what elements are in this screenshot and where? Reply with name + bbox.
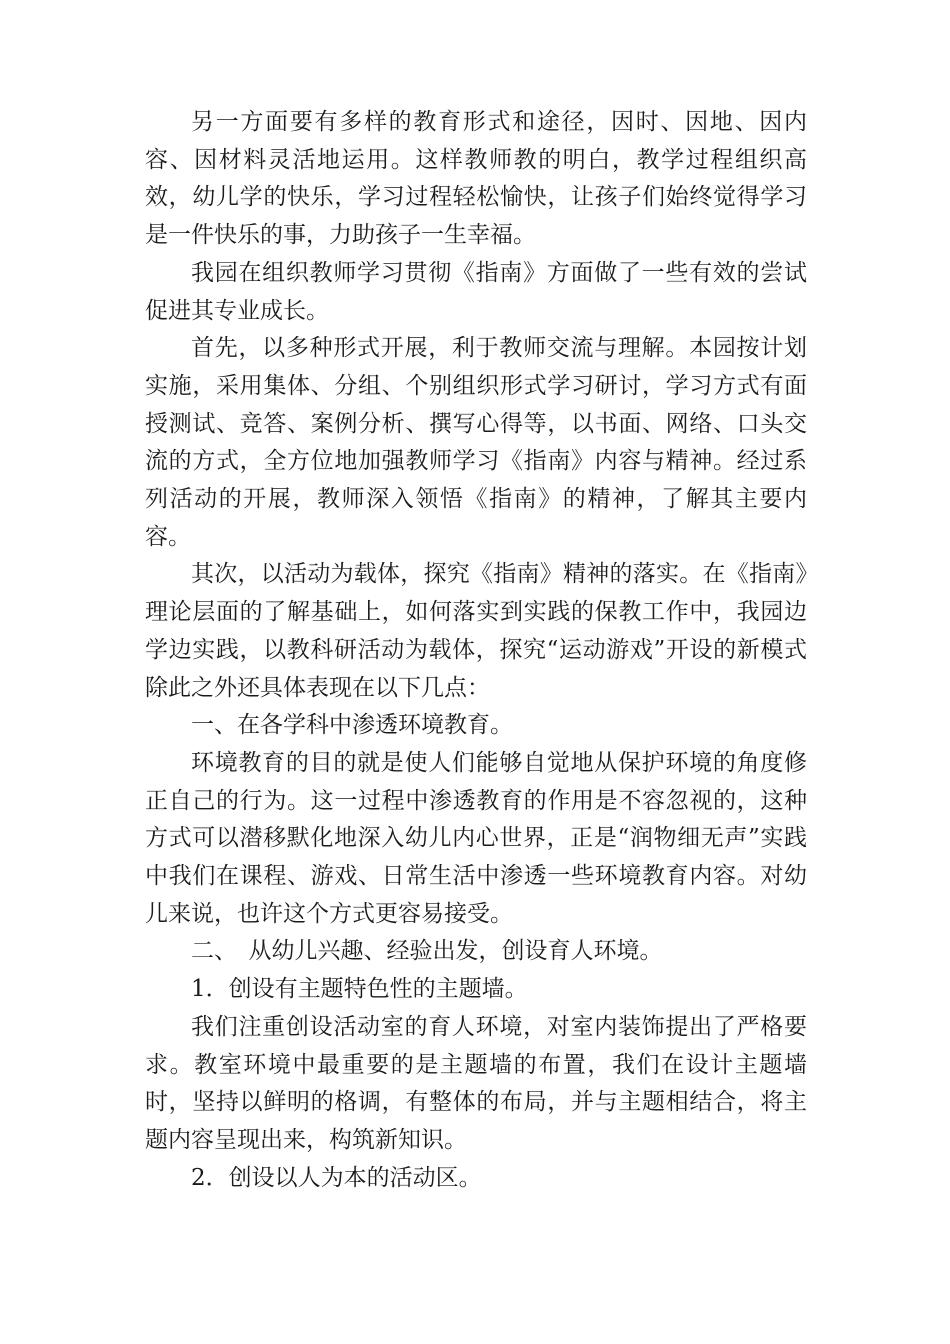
- paragraph-6: 我们注重创设活动室的育人环境，对室内装饰提出了严格要求。教室环境中最重要的是主题墙的布置，我们在设计主题墙时，坚持以鲜明的格调，有整体的布局，并与主题相结合，将主题内容呈现出来，构筑新知识。: [145, 1013, 807, 1153]
- paragraph-3: 首先，以多种形式开展，利于教师交流与理解。本园按计划实施，采用集体、分组、个别组织形式学习研讨，学习方式有面授测试、竞答、案例分析、撰写心得等，以书面、网络、口头交流的方式，全方位地加强教师学习《指南》内容与精神。经过系列活动的开展，教师深入领悟《指南》的精神，了解其主要内容。: [145, 335, 807, 550]
- subheading-1: 1．创设有主题特色性的主题墙。: [191, 976, 528, 1003]
- subheading-2: 2．创设以人为本的活动区。: [191, 1164, 482, 1191]
- paragraph-2: 我园在组织教师学习贯彻《指南》方面做了一些有效的尝试促进其专业成长。: [145, 259, 807, 324]
- paragraph-1: 另一方面要有多样的教育形式和途径，因时、因地、因内容、因材料灵活地运用。这样教师教的明白，教学过程组织高效，幼儿学的快乐，学习过程轻松愉快，让孩子们始终觉得学习是一件快乐的事，力助孩子一生幸福。: [145, 109, 807, 249]
- paragraph-4: 其次，以活动为载体，探究《指南》精神的落实。在《指南》理论层面的了解基础上，如何落实到实践的保教工作中，我园边学边实践，以教科研活动为载体，探究“运动游戏”开设的新模式除此之外还具体表现在以下几点：: [145, 561, 807, 701]
- section-heading-1: 一、在各学科中渗透环境教育。: [191, 712, 513, 739]
- document-body: [145, 104, 807, 1197]
- paragraph-5: 环境教育的目的就是使人们能够自觉地从保护环境的角度修正自己的行为。这一过程中渗透教育的作用是不容忽视的，这种方式可以潜移默化地深入幼儿内心世界，正是“润物细无声”实践中我们在课程、游戏、日常生活中渗透一些环境教育内容。对幼儿来说，也许这个方式更容易接受。: [145, 749, 807, 927]
- section-heading-2: 二、 从幼儿兴趣、经验出发，创设育人环境。: [191, 938, 663, 965]
